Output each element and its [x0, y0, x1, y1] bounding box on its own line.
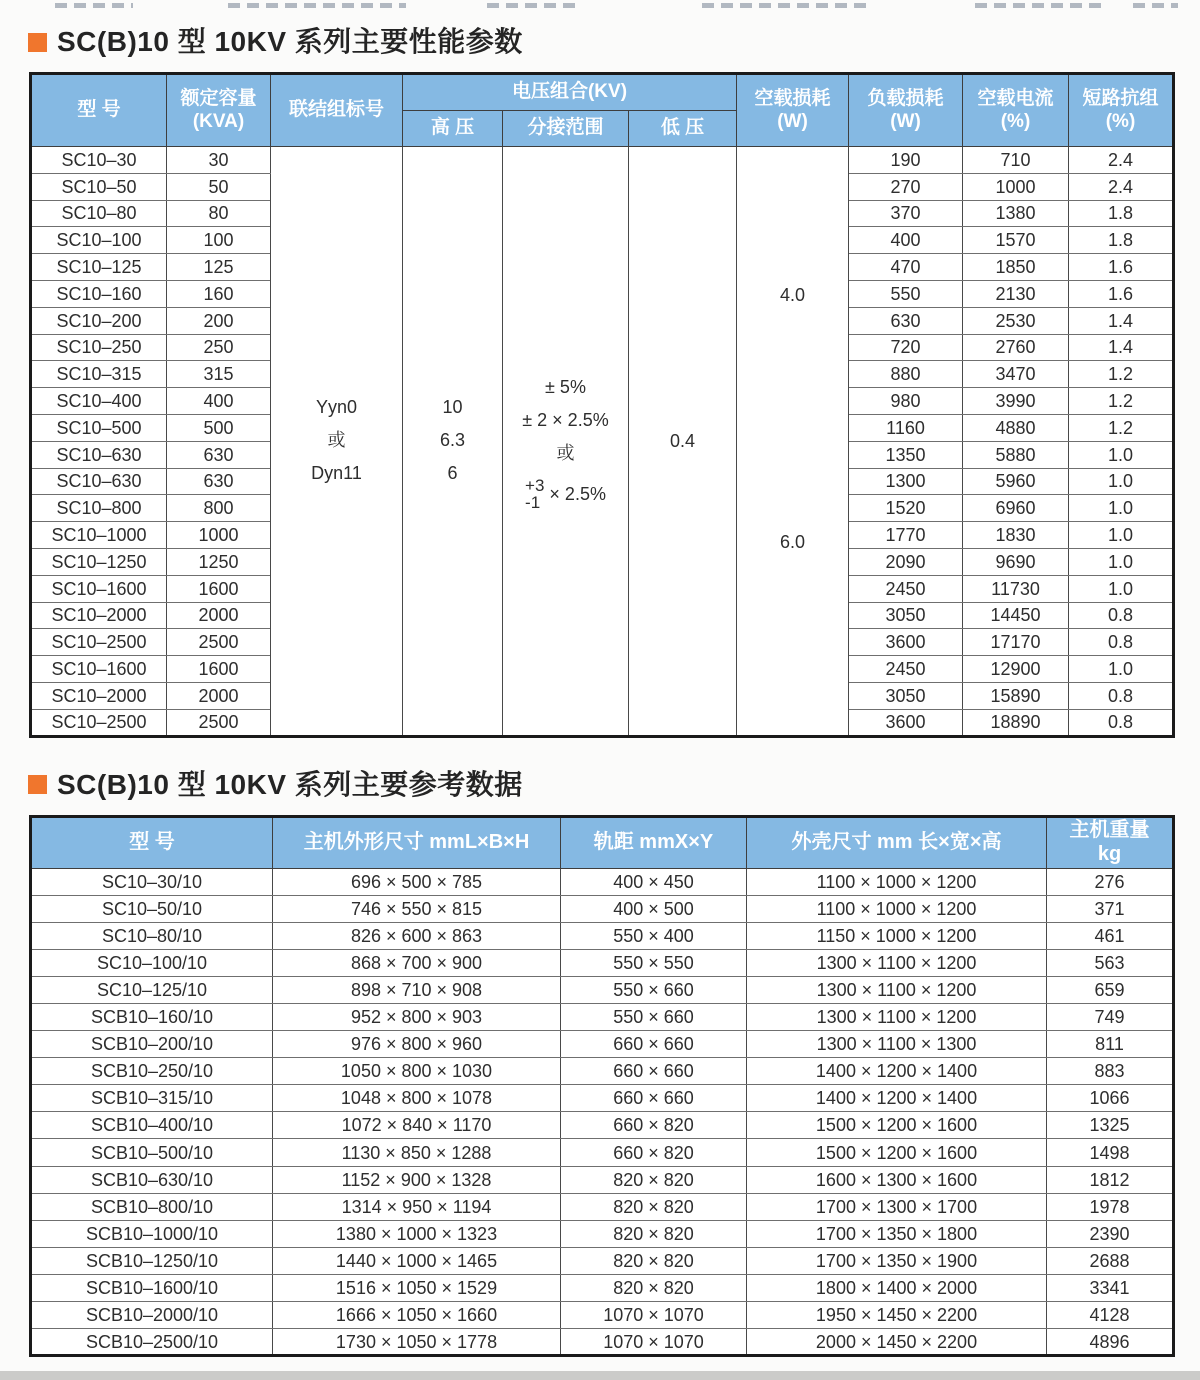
load-loss-cell: 710 [963, 147, 1069, 174]
load-loss-cell: 6960 [963, 495, 1069, 522]
ref-table-row [31, 976, 1174, 1003]
weight-cell: 1325 [1047, 1112, 1174, 1139]
no-load-loss-cell: 980 [849, 388, 963, 415]
shell-size-cell: 1950 × 1450 × 2200 [747, 1302, 1047, 1329]
no-load-loss-cell: 400 [849, 227, 963, 254]
rail-gauge-cell: 820 × 820 [561, 1274, 747, 1301]
section-title-text: SC(B)10 型 10KV 系列主要性能参数 [57, 26, 523, 57]
model-cell: SC10–630 [31, 441, 167, 468]
load-loss-cell: 5880 [963, 441, 1069, 468]
rail-gauge-cell: 660 × 660 [561, 1085, 747, 1112]
rail-gauge-cell: 400 × 450 [561, 868, 747, 895]
no-load-current-cell: 1.2 [1069, 414, 1174, 441]
rail-gauge-cell: 550 × 660 [561, 1004, 747, 1031]
shell-size-cell: 1600 × 1300 × 1600 [747, 1166, 1047, 1193]
weight-cell: 3341 [1047, 1274, 1174, 1301]
no-load-loss-cell: 630 [849, 307, 963, 334]
col-header-dimensions: 主机外形尺寸 mmL×B×H [273, 816, 561, 868]
col-header-no-load-loss [737, 74, 849, 147]
model-cell: SC10–1600 [31, 656, 167, 683]
no-load-loss-cell: 880 [849, 361, 963, 388]
model-cell: SCB10–315/10 [31, 1085, 273, 1112]
no-load-loss-cell: 3600 [849, 709, 963, 736]
shell-size-cell: 1500 × 1200 × 1600 [747, 1112, 1047, 1139]
ref-table-row [31, 1302, 1174, 1329]
col-header-model: 型 号 [31, 816, 273, 868]
no-load-loss-cell: 720 [849, 334, 963, 361]
weight-cell: 371 [1047, 895, 1174, 922]
load-loss-cell: 11730 [963, 575, 1069, 602]
load-loss-cell: 17170 [963, 629, 1069, 656]
header-line: (W) [777, 110, 808, 132]
header-line: (%) [1000, 110, 1031, 132]
capacity-cell: 1600 [167, 575, 271, 602]
shell-size-cell: 1700 × 1350 × 1800 [747, 1220, 1047, 1247]
no-load-current-cell: 1.2 [1069, 361, 1174, 388]
no-load-current-cell: 1.0 [1069, 656, 1174, 683]
model-cell: SC10–2500 [31, 629, 167, 656]
weight-cell: 4896 [1047, 1329, 1174, 1356]
shell-size-cell: 1700 × 1350 × 1900 [747, 1247, 1047, 1274]
lv-cell: 0.4 [629, 147, 737, 737]
no-load-loss-cell: 1350 [849, 441, 963, 468]
model-cell: SC10–50/10 [31, 895, 273, 922]
weight-cell: 276 [1047, 868, 1174, 895]
no-load-current-cell: 1.0 [1069, 495, 1174, 522]
section-title-text: SC(B)10 型 10KV 系列主要参考数据 [57, 768, 523, 800]
shell-size-cell: 1150 × 1000 × 1200 [747, 922, 1047, 949]
col-header-hv: 高 压 [403, 111, 503, 147]
model-cell: SC10–100/10 [31, 949, 273, 976]
dimensions-cell: 826 × 600 × 863 [273, 922, 561, 949]
model-cell: SC10–80/10 [31, 922, 273, 949]
capacity-cell: 630 [167, 441, 271, 468]
dimensions-cell: 746 × 550 × 815 [273, 895, 561, 922]
capacity-cell: 1250 [167, 548, 271, 575]
col-header-impedance [1069, 74, 1174, 147]
ref-table-row [31, 1112, 1174, 1139]
shell-size-cell: 1800 × 1400 × 2000 [747, 1274, 1047, 1301]
model-cell: SC10–125 [31, 254, 167, 281]
no-load-loss-cell: 3050 [849, 602, 963, 629]
no-load-loss-cell: 1300 [849, 468, 963, 495]
col-header-rail-gauge: 轨距 mmX×Y [561, 816, 747, 868]
ref-table-row [31, 1139, 1174, 1166]
capacity-cell: 400 [167, 388, 271, 415]
rail-gauge-cell: 660 × 660 [561, 1031, 747, 1058]
header-line: 负载损耗 [867, 88, 944, 110]
col-header-vector-group: 联结组标号 [271, 74, 403, 147]
section-title-performance [28, 26, 1200, 58]
no-load-loss-cell: 2090 [849, 548, 963, 575]
model-cell: SC10–500 [31, 414, 167, 441]
no-load-loss-cell: 3050 [849, 682, 963, 709]
no-load-loss-cell: 1160 [849, 414, 963, 441]
load-loss-cell: 15890 [963, 682, 1069, 709]
capacity-cell: 630 [167, 468, 271, 495]
perf-table-body [31, 147, 1174, 737]
load-loss-cell: 3470 [963, 361, 1069, 388]
weight-cell: 4128 [1047, 1302, 1174, 1329]
no-load-current-cell: 1.0 [1069, 575, 1174, 602]
reference-table [29, 815, 1175, 1358]
capacity-cell: 2000 [167, 602, 271, 629]
dimensions-cell: 1048 × 800 × 1078 [273, 1085, 561, 1112]
ref-table-row [31, 1166, 1174, 1193]
ref-table-row [31, 922, 1174, 949]
model-cell: SCB10–400/10 [31, 1112, 273, 1139]
ref-table-body [31, 868, 1174, 1356]
orange-bullet-icon [28, 33, 47, 52]
dimensions-cell: 952 × 800 × 903 [273, 1004, 561, 1031]
shell-size-cell: 1100 × 1000 × 1200 [747, 895, 1047, 922]
rail-gauge-cell: 550 × 400 [561, 922, 747, 949]
dimensions-cell: 898 × 710 × 908 [273, 976, 561, 1003]
dimensions-cell: 1666 × 1050 × 1660 [273, 1302, 561, 1329]
model-cell: SC10–30 [31, 147, 167, 174]
col-header-voltage-combo: 电压组合(KV) [403, 74, 737, 111]
rail-gauge-cell: 820 × 820 [561, 1220, 747, 1247]
model-cell: SCB10–2500/10 [31, 1329, 273, 1356]
no-load-loss-cell: 2450 [849, 656, 963, 683]
ref-table-row [31, 1274, 1174, 1301]
performance-table [29, 72, 1175, 738]
dimensions-cell: 1516 × 1050 × 1529 [273, 1274, 561, 1301]
weight-cell: 811 [1047, 1031, 1174, 1058]
capacity-cell: 100 [167, 227, 271, 254]
ref-table-row [31, 1031, 1174, 1058]
dimensions-cell: 696 × 500 × 785 [273, 868, 561, 895]
shell-size-cell: 1300 × 1100 × 1200 [747, 949, 1047, 976]
load-loss-cell: 1000 [963, 173, 1069, 200]
no-load-current-cell: 1.0 [1069, 522, 1174, 549]
page-edge-artifact [0, 1371, 1200, 1380]
shell-size-cell: 1400 × 1200 × 1400 [747, 1058, 1047, 1085]
no-load-current-cell: 0.8 [1069, 602, 1174, 629]
dimensions-cell: 976 × 800 × 960 [273, 1031, 561, 1058]
header-line: 主机重量 [1069, 818, 1150, 841]
capacity-cell: 315 [167, 361, 271, 388]
model-cell: SC10–80 [31, 200, 167, 227]
dimensions-cell: 1314 × 950 × 1194 [273, 1193, 561, 1220]
no-load-loss-cell: 550 [849, 280, 963, 307]
weight-cell: 1498 [1047, 1139, 1174, 1166]
dimensions-cell: 1730 × 1050 × 1778 [273, 1329, 561, 1356]
capacity-cell: 80 [167, 200, 271, 227]
dimensions-cell: 1050 × 800 × 1030 [273, 1058, 561, 1085]
dimensions-cell: 1440 × 1000 × 1465 [273, 1247, 561, 1274]
model-cell: SC10–2000 [31, 602, 167, 629]
no-load-current-cell: 1.0 [1069, 548, 1174, 575]
header-line: 空载电流 [977, 88, 1054, 110]
header-line: 短路抗组 [1082, 88, 1159, 110]
rail-gauge-cell: 820 × 820 [561, 1166, 747, 1193]
model-cell: SC10–200 [31, 307, 167, 334]
no-load-loss-cell: 190 [849, 147, 963, 174]
col-header-weight [1047, 816, 1174, 868]
no-load-current-cell: 1.8 [1069, 200, 1174, 227]
rail-gauge-cell: 820 × 820 [561, 1247, 747, 1274]
no-load-current-cell: 2.4 [1069, 147, 1174, 174]
model-cell: SC10–400 [31, 388, 167, 415]
ref-table-row [31, 949, 1174, 976]
model-cell: SC10–1000 [31, 522, 167, 549]
no-load-current-cell: 0.8 [1069, 682, 1174, 709]
model-cell: SCB10–250/10 [31, 1058, 273, 1085]
dimensions-cell: 1130 × 850 × 1288 [273, 1139, 561, 1166]
no-load-current-cell: 1.2 [1069, 388, 1174, 415]
model-cell: SC10–50 [31, 173, 167, 200]
shell-size-cell: 1300 × 1100 × 1200 [747, 1004, 1047, 1031]
rail-gauge-cell: 400 × 500 [561, 895, 747, 922]
capacity-cell: 500 [167, 414, 271, 441]
model-cell: SCB10–1250/10 [31, 1247, 273, 1274]
header-line: kg [1097, 842, 1122, 865]
model-cell: SC10–100 [31, 227, 167, 254]
capacity-cell: 1600 [167, 656, 271, 683]
ref-table-row [31, 868, 1174, 895]
col-header-tap-range: 分接范围 [503, 111, 629, 147]
weight-cell: 2688 [1047, 1247, 1174, 1274]
col-header-model: 型 号 [31, 74, 167, 147]
col-header-load-loss [849, 74, 963, 147]
model-cell: SC10–1600 [31, 575, 167, 602]
load-loss-cell: 14450 [963, 602, 1069, 629]
weight-cell: 461 [1047, 922, 1174, 949]
capacity-cell: 1000 [167, 522, 271, 549]
header-line: 额定容量 [180, 88, 257, 110]
header-line: (W) [890, 110, 921, 132]
model-cell: SC10–2000 [31, 682, 167, 709]
model-cell: SC10–125/10 [31, 976, 273, 1003]
load-loss-cell: 1850 [963, 254, 1069, 281]
vector-group-cell: Yyn0 或 Dyn11 [271, 147, 403, 737]
col-header-capacity [167, 74, 271, 147]
ref-table-row [31, 1329, 1174, 1356]
capacity-cell: 2000 [167, 682, 271, 709]
rail-gauge-cell: 1070 × 1070 [561, 1329, 747, 1356]
load-loss-cell: 18890 [963, 709, 1069, 736]
rail-gauge-cell: 550 × 660 [561, 976, 747, 1003]
shell-size-cell: 1400 × 1200 × 1400 [747, 1085, 1047, 1112]
load-loss-cell: 1570 [963, 227, 1069, 254]
capacity-cell: 2500 [167, 629, 271, 656]
model-cell: SC10–2500 [31, 709, 167, 736]
model-cell: SC10–630 [31, 468, 167, 495]
impedance-cell: 4.0 6.0 [737, 147, 849, 737]
ref-table-row [31, 1004, 1174, 1031]
capacity-cell: 160 [167, 280, 271, 307]
page-edge-artifact [0, 0, 1200, 10]
load-loss-cell: 4880 [963, 414, 1069, 441]
shell-size-cell: 1100 × 1000 × 1200 [747, 868, 1047, 895]
rail-gauge-cell: 660 × 820 [561, 1112, 747, 1139]
ref-table-row [31, 1247, 1174, 1274]
capacity-cell: 30 [167, 147, 271, 174]
no-load-current-cell: 1.8 [1069, 227, 1174, 254]
weight-cell: 2390 [1047, 1220, 1174, 1247]
dimensions-cell: 1380 × 1000 × 1323 [273, 1220, 561, 1247]
no-load-loss-cell: 3600 [849, 629, 963, 656]
model-cell: SCB10–800/10 [31, 1193, 273, 1220]
header-line: (%) [1105, 110, 1136, 132]
weight-cell: 563 [1047, 949, 1174, 976]
model-cell: SCB10–1000/10 [31, 1220, 273, 1247]
load-loss-cell: 5960 [963, 468, 1069, 495]
capacity-cell: 800 [167, 495, 271, 522]
load-loss-cell: 1830 [963, 522, 1069, 549]
ref-table-row [31, 1193, 1174, 1220]
shell-size-cell: 1300 × 1100 × 1200 [747, 976, 1047, 1003]
model-cell: SCB10–1600/10 [31, 1274, 273, 1301]
weight-cell: 883 [1047, 1058, 1174, 1085]
rail-gauge-cell: 660 × 820 [561, 1139, 747, 1166]
model-cell: SC10–160 [31, 280, 167, 307]
perf-table-row [31, 147, 1174, 174]
col-header-shell-size: 外壳尺寸 mm 长×宽×高 [747, 816, 1047, 868]
col-header-lv: 低 压 [629, 111, 737, 147]
model-cell: SC10–30/10 [31, 868, 273, 895]
ref-table-row [31, 1220, 1174, 1247]
capacity-cell: 125 [167, 254, 271, 281]
no-load-loss-cell: 270 [849, 173, 963, 200]
hv-cell: 10 6.3 6 [403, 147, 503, 737]
ref-table-row [31, 895, 1174, 922]
section-title-reference [28, 769, 1200, 801]
shell-size-cell: 2000 × 1450 × 2200 [747, 1329, 1047, 1356]
ref-table-row [31, 1058, 1174, 1085]
no-load-loss-cell: 370 [849, 200, 963, 227]
weight-cell: 1066 [1047, 1085, 1174, 1112]
orange-bullet-icon [28, 775, 47, 794]
no-load-current-cell: 1.6 [1069, 254, 1174, 281]
col-header-no-load-current [963, 74, 1069, 147]
load-loss-cell: 2760 [963, 334, 1069, 361]
rail-gauge-cell: 1070 × 1070 [561, 1302, 747, 1329]
no-load-current-cell: 1.4 [1069, 334, 1174, 361]
no-load-loss-cell: 1770 [849, 522, 963, 549]
model-cell: SCB10–2000/10 [31, 1302, 273, 1329]
dimensions-cell: 1152 × 900 × 1328 [273, 1166, 561, 1193]
no-load-current-cell: 1.0 [1069, 468, 1174, 495]
model-cell: SCB10–160/10 [31, 1004, 273, 1031]
load-loss-cell: 2530 [963, 307, 1069, 334]
ref-table-row [31, 1085, 1174, 1112]
no-load-current-cell: 1.6 [1069, 280, 1174, 307]
weight-cell: 749 [1047, 1004, 1174, 1031]
model-cell: SCB10–630/10 [31, 1166, 273, 1193]
weight-cell: 1978 [1047, 1193, 1174, 1220]
shell-size-cell: 1500 × 1200 × 1600 [747, 1139, 1047, 1166]
load-loss-cell: 12900 [963, 656, 1069, 683]
no-load-loss-cell: 2450 [849, 575, 963, 602]
no-load-current-cell: 1.0 [1069, 441, 1174, 468]
capacity-cell: 50 [167, 173, 271, 200]
model-cell: SC10–315 [31, 361, 167, 388]
rail-gauge-cell: 550 × 550 [561, 949, 747, 976]
no-load-loss-cell: 470 [849, 254, 963, 281]
load-loss-cell: 3990 [963, 388, 1069, 415]
dimensions-cell: 868 × 700 × 900 [273, 949, 561, 976]
capacity-cell: 2500 [167, 709, 271, 736]
no-load-current-cell: 0.8 [1069, 629, 1174, 656]
no-load-loss-cell: 1520 [849, 495, 963, 522]
model-cell: SC10–800 [31, 495, 167, 522]
header-line: (KVA) [192, 110, 245, 132]
model-cell: SC10–1250 [31, 548, 167, 575]
tap-range-cell: ± 5% ± 2 × 2.5% 或 +3 -1 × 2.5% [503, 147, 629, 737]
shell-size-cell: 1700 × 1300 × 1700 [747, 1193, 1047, 1220]
rail-gauge-cell: 660 × 660 [561, 1058, 747, 1085]
model-cell: SCB10–200/10 [31, 1031, 273, 1058]
model-cell: SC10–250 [31, 334, 167, 361]
weight-cell: 659 [1047, 976, 1174, 1003]
capacity-cell: 200 [167, 307, 271, 334]
shell-size-cell: 1300 × 1100 × 1300 [747, 1031, 1047, 1058]
load-loss-cell: 9690 [963, 548, 1069, 575]
no-load-current-cell: 1.4 [1069, 307, 1174, 334]
capacity-cell: 250 [167, 334, 271, 361]
load-loss-cell: 1380 [963, 200, 1069, 227]
header-line: 空载损耗 [754, 88, 831, 110]
no-load-current-cell: 0.8 [1069, 709, 1174, 736]
no-load-current-cell: 2.4 [1069, 173, 1174, 200]
rail-gauge-cell: 820 × 820 [561, 1193, 747, 1220]
weight-cell: 1812 [1047, 1166, 1174, 1193]
load-loss-cell: 2130 [963, 280, 1069, 307]
model-cell: SCB10–500/10 [31, 1139, 273, 1166]
dimensions-cell: 1072 × 840 × 1170 [273, 1112, 561, 1139]
